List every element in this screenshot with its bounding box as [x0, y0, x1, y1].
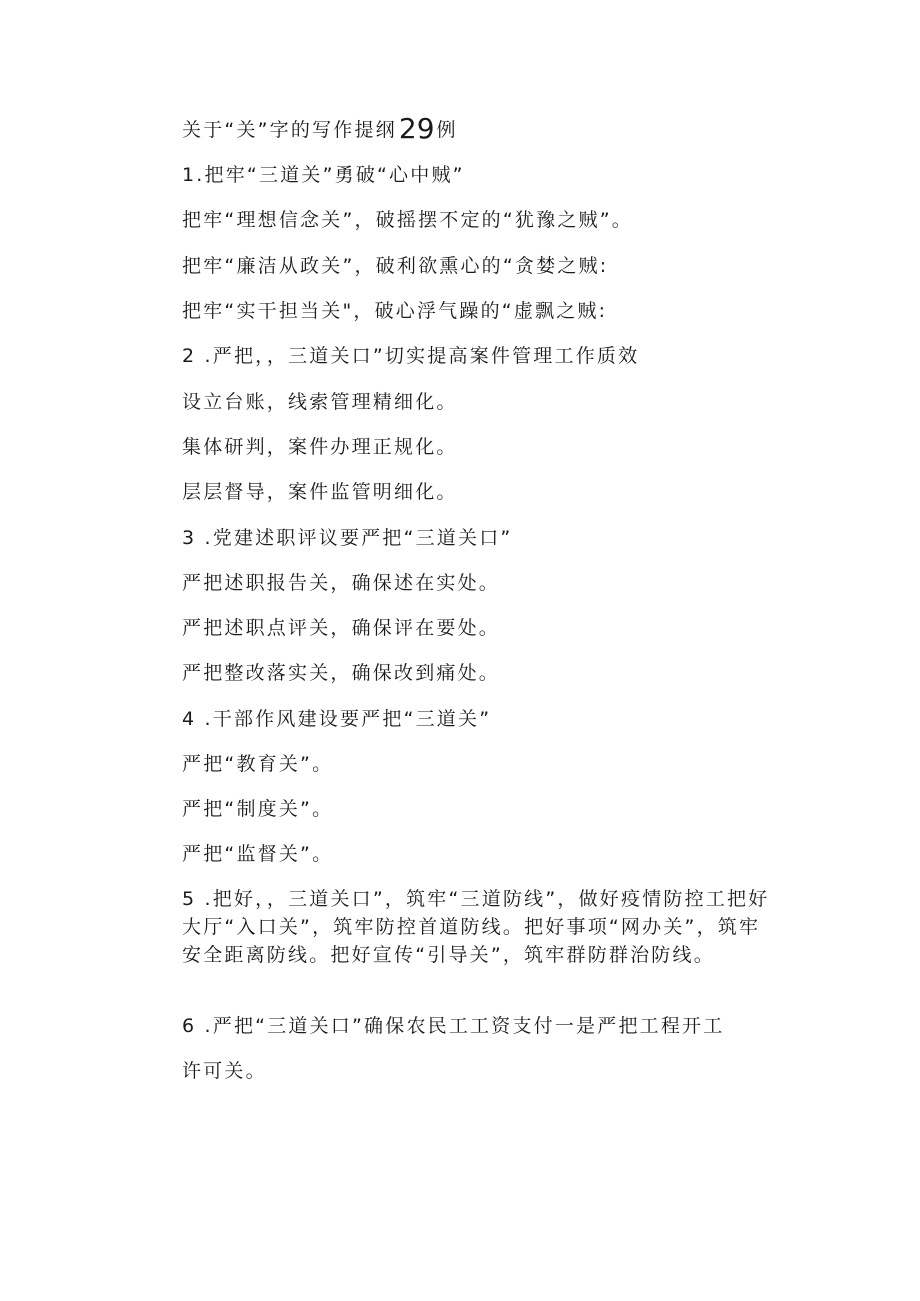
- title-prefix: 关于“关”字的写作提纲: [182, 119, 397, 141]
- text-line: 严把“教育关”。: [182, 753, 334, 775]
- text-line: 把牢“实干担当关"，破心浮气躁的“虚飘之贼:: [182, 300, 608, 322]
- section-3-heading: 3 .党建述职评议要严把“三道关口”: [182, 527, 513, 549]
- text-line: 设立台账，线索管理精细化。: [182, 391, 458, 413]
- section-6-heading: 6 .严把“三道关口”确保农民工工资支付一是严把工程开工: [182, 1015, 725, 1037]
- text-line: 严把整改落实关，确保改到痛处。: [182, 662, 501, 684]
- text-line: 严把述职点评关，确保评在要处。: [182, 617, 501, 639]
- document-title: [182, 112, 458, 145]
- text-line: 严把“制度关”。: [182, 798, 334, 820]
- text-line: 严把“监督关”。: [182, 843, 334, 865]
- section-5-paragraph: 5 .把好，，三道关口”，筑牢“三道防线”，做好疫情防控工把好大厅“入口关”，筑牢防控首道防线。把好事项“网办关”，筑牢安全距离防线。把好宣传“引导关”，筑牢群防群治防线。: [182, 888, 770, 966]
- section-1-heading: 1.把牢“三道关”勇破“心中贼”: [182, 164, 465, 186]
- title-number: 29: [398, 112, 435, 145]
- text-line: 集体研判，案件办理正规化。: [182, 436, 458, 458]
- text-line: 严把述职报告关，确保述在实处。: [182, 572, 501, 594]
- text-line: 许可关。: [182, 1060, 267, 1082]
- title-suffix: 例: [436, 119, 458, 141]
- section-4-heading: 4 .干部作风建设要严把“三道关”: [182, 708, 492, 730]
- section-2-heading: 2 .严把，，三道关口”切实提高案件管理工作质效: [182, 345, 640, 367]
- text-line: 把牢“理想信念关”，破摇摆不定的“犹豫之贼”。: [182, 209, 633, 231]
- text-line: 把牢“廉洁从政关”，破利欲熏心的“贪婪之贼:: [182, 255, 609, 277]
- text-line: 层层督导，案件监管明细化。: [182, 481, 458, 503]
